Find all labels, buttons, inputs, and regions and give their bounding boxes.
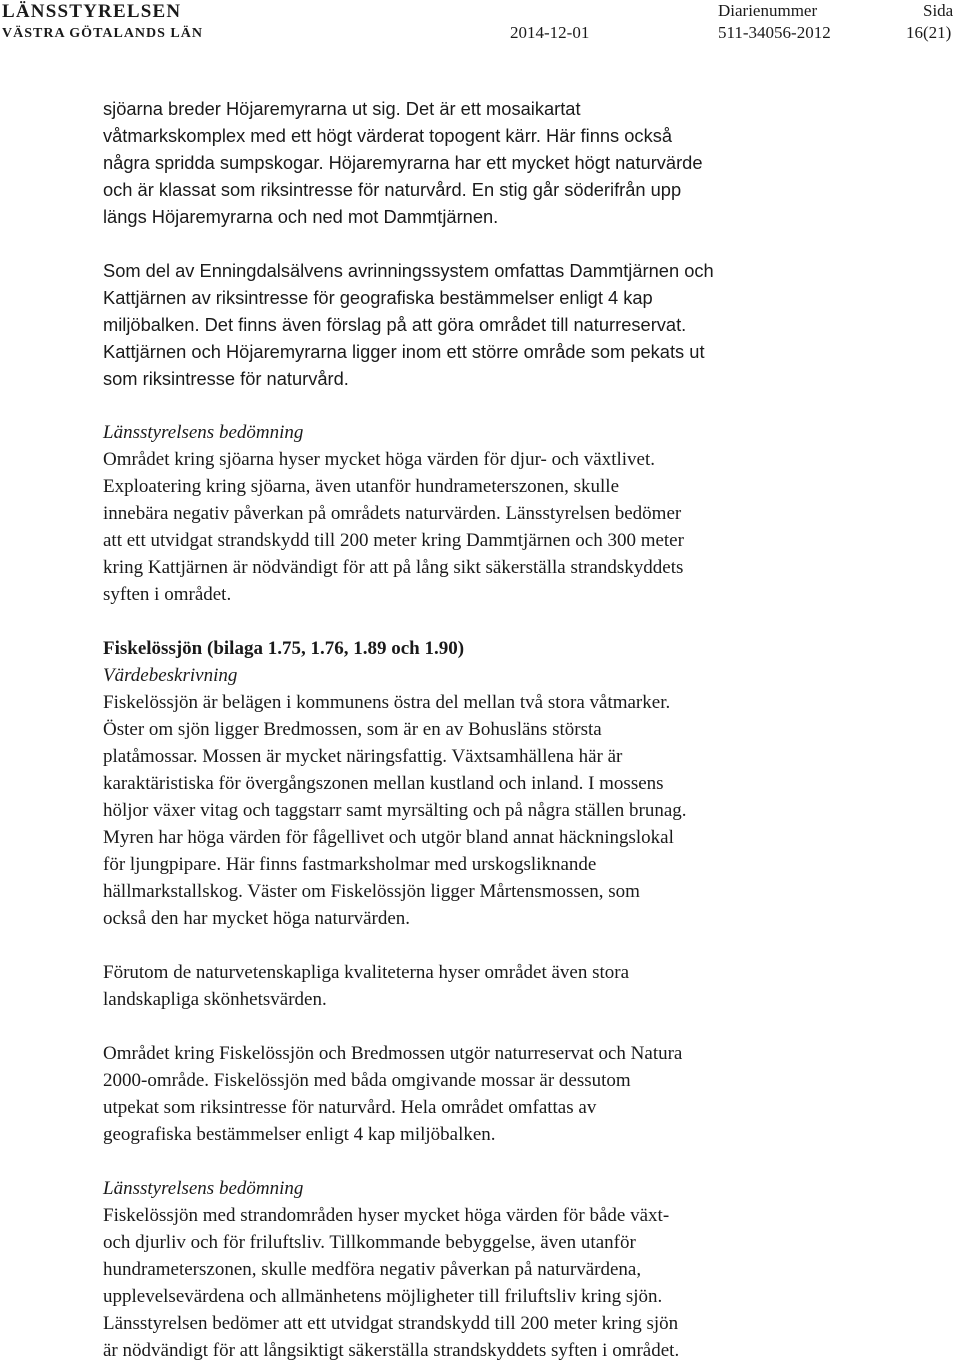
text-line: Länsstyrelsen bedömer att ett utvidgat strandskydd till 200 meter kring sjön — [103, 1313, 679, 1334]
text-line: 2000-område. Fiskelössjön med båda omgivande mossar är dessutom — [103, 1070, 631, 1091]
text-line: sjöarna breder Höjaremyrarna ut sig. Det är ett mosaikartat — [103, 98, 581, 119]
diarienummer-value: 511-34056-2012 — [718, 23, 831, 42]
assessment-section-1 — [103, 419, 953, 608]
text-line: platåmossar. Mossen är mycket näringsfattig. Växtsamhällena här är — [103, 746, 623, 767]
text-line: utpekat som riksintresse för naturvård. Hela området omfattas av — [103, 1097, 597, 1118]
text-line: Exploatering kring sjöarna, även utanför hundrameterszonen, skulle — [103, 476, 619, 497]
page-label: Sida — [923, 1, 954, 20]
text-line: hundrameterszonen, skulle medföra negativ påverkan på naturvärdena, — [103, 1259, 642, 1280]
text-line: syften i området. — [103, 584, 232, 605]
page-number: 16(21) — [906, 23, 952, 42]
text-line: våtmarkskomplex med ett högt värderat topogent kärr. Här finns också — [103, 125, 673, 146]
text-line: Området kring sjöarna hyser mycket höga värden för djur- och växtlivet. — [103, 449, 656, 470]
text-line: miljöbalken. Det finns även förslag på att göra området till naturreservat. — [103, 314, 687, 335]
paragraph-landskap — [103, 959, 953, 1013]
text-line: Kattjärnen och Höjaremyrarna ligger inom ett större område som pekats ut — [103, 341, 705, 362]
diarienummer-label: Diarienummer — [718, 1, 818, 20]
document-body — [103, 95, 953, 1364]
assessment-heading: Länsstyrelsens bedömning — [103, 1178, 304, 1199]
paragraph-naturreservat — [103, 1040, 953, 1148]
text-line: längs Höjaremyrarna och ned mot Dammtjärnen. — [103, 206, 499, 227]
agency-logo — [2, 2, 203, 43]
paragraph-hojaremyrarna — [103, 95, 953, 230]
text-line: Området kring Fiskelössjön och Bredmossen utgör naturreservat och Natura — [103, 1043, 683, 1064]
text-line: är nödvändigt för att långsiktigt säkerställa strandskyddets syften i området. — [103, 1340, 680, 1361]
text-line: för ljungpipare. Här finns fastmarksholmar med urskogsliknande — [103, 854, 597, 875]
text-line: också den har mycket höga naturvärden. — [103, 908, 411, 929]
logo-line-1: LÄNSSTYRELSEN — [2, 1, 182, 22]
text-line: karaktäristiska för övergångszonen mellan kustland och inland. I mossens — [103, 773, 664, 794]
paragraph-riksintresse — [103, 257, 953, 392]
text-line: Kattjärnen av riksintresse för geografiska bestämmelser enligt 4 kap — [103, 287, 653, 308]
text-line: Öster om sjön ligger Bredmossen, som är en av Bohusläns största — [103, 719, 602, 740]
value-description-heading: Värdebeskrivning — [103, 665, 238, 686]
text-line: att ett utvidgat strandskydd till 200 meter kring Dammtjärnen och 300 meter — [103, 530, 684, 551]
text-line: Som del av Enningdalsälvens avrinningssystem omfattas Dammtjärnen och — [103, 260, 714, 281]
text-line: Myren har höga värden för fågellivet och utgör bland annat häckningslokal — [103, 827, 674, 848]
text-line: kring Kattjärnen är nödvändigt för att på lång sikt säkerställa strandskyddets — [103, 557, 684, 578]
text-line: innebära negativ påverkan på områdets naturvärden. Länsstyrelsen bedömer — [103, 503, 682, 524]
text-line: upplevelsevärdena och allmänhetens möjligheter till friluftsliv kring sjön. — [103, 1286, 663, 1307]
text-line: geografiska bestämmelser enligt 4 kap miljöbalken. — [103, 1124, 496, 1145]
assessment-section-2 — [103, 1175, 953, 1364]
text-line: hällmarkstallskog. Väster om Fiskelössjön ligger Mårtensmossen, som — [103, 881, 640, 902]
text-line: Fiskelössjön är belägen i kommunens östra del mellan två stora våtmarker. — [103, 692, 671, 713]
text-line: Fiskelössjön med strandområden hyser mycket höga värden för både växt- — [103, 1205, 670, 1226]
text-line: som riksintresse för naturvård. — [103, 368, 349, 389]
text-line: landskapliga skönhetsvärden. — [103, 989, 327, 1010]
text-line: Förutom de naturvetenskapliga kvaliteterna hyser området även stora — [103, 962, 630, 983]
text-line: höljor växer vitag och taggstarr samt myrsälting och på några ställen brunag. — [103, 800, 687, 821]
assessment-heading: Länsstyrelsens bedömning — [103, 422, 304, 443]
text-line: och djurliv och för friluftsliv. Tillkommande bebyggelse, även utanför — [103, 1232, 636, 1253]
document-date: 2014-12-01 — [510, 23, 590, 42]
section-fiskelossjon — [103, 635, 953, 932]
text-line: några spridda sumpskogar. Höjaremyrarna har ett mycket högt naturvärde — [103, 152, 703, 173]
text-line: och är klassat som riksintresse för naturvård. En stig går söderifrån upp — [103, 179, 682, 200]
section-title: Fiskelössjön (bilaga 1.75, 1.76, 1.89 och 1.90) — [103, 638, 465, 659]
logo-line-2: VÄSTRA GÖTALANDS LÄN — [2, 26, 203, 41]
